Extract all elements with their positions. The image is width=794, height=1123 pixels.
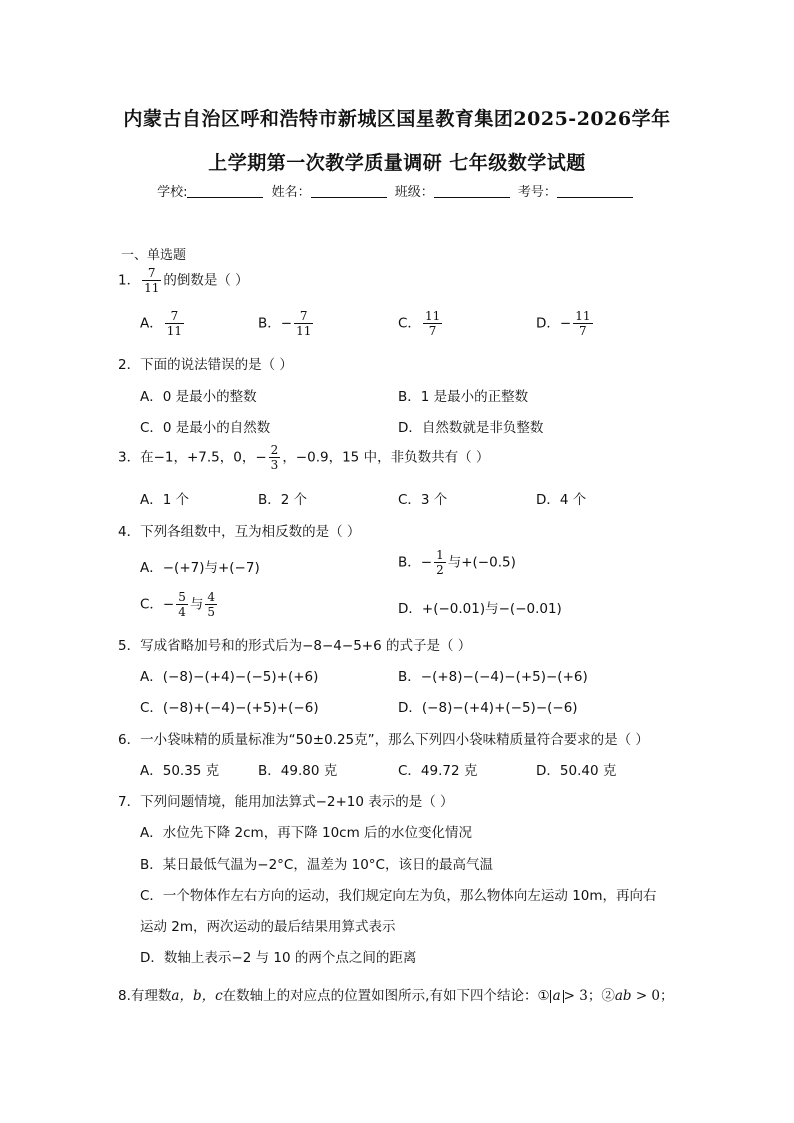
q6-option-a[interactable]: A．50.35 克 bbox=[140, 763, 220, 779]
question-1 bbox=[118, 266, 249, 295]
q1-option-a[interactable]: A． $\frac{7}{11}$ bbox=[140, 309, 183, 338]
question-7: 7．下列问题情境，能用加法算式−2+10 表示的是（ ） bbox=[118, 794, 454, 810]
exam-title-line1: 内蒙古自治区呼和浩特市新城区国星教育集团2025-2026学年 bbox=[123, 108, 671, 130]
question-3: 3．在−1，+7.5，0，− $\frac{2}{3}$ ，−0.9，15 中，非负数共有（ ） bbox=[118, 443, 490, 472]
q4-option-b[interactable]: B．− $\frac{1}{2}$ 与+(−0.5) bbox=[398, 548, 516, 577]
question-2: 2．下面的说法错误的是（ ） bbox=[118, 357, 293, 373]
class-blank bbox=[434, 184, 510, 198]
q1-text: 的倒数是（ ） bbox=[163, 272, 249, 289]
name-blank bbox=[311, 184, 387, 198]
q4-option-c[interactable]: C．− $\frac{5}{4}$ 与 $\frac{4}{5}$ bbox=[140, 590, 216, 619]
q6-option-c[interactable]: C．49.72 克 bbox=[398, 763, 478, 779]
question-6: 6．一小袋味精的质量标准为“50±0.25克”，那么下列四小袋味精质量符合要求的是（ ） bbox=[118, 732, 649, 748]
q3-option-d[interactable]: D．4 个 bbox=[536, 492, 587, 508]
q6-option-d[interactable]: D．50.40 克 bbox=[536, 763, 617, 779]
q7-option-a[interactable]: A．水位先下降 2cm，再下降 10cm 后的水位变化情况 bbox=[140, 825, 473, 841]
q4-option-d[interactable]: D．+(−0.01)与−(−0.01) bbox=[398, 601, 562, 617]
q7-option-d[interactable]: D．数轴上表示−2 与 10 的两个点之间的距离 bbox=[140, 950, 417, 966]
q5-option-c[interactable]: C．(−8)+(−4)−(+5)+(−6) bbox=[140, 700, 319, 716]
q1-option-c[interactable]: C． $\frac{11}{7}$ bbox=[398, 309, 441, 338]
q8-abs-a: a bbox=[550, 990, 564, 1003]
school-label: 学校: bbox=[157, 185, 188, 200]
class-label: 班级： bbox=[394, 185, 434, 200]
q5-option-b[interactable]: B．−(+8)−(−4)−(+5)−(+6) bbox=[398, 669, 588, 685]
q6-option-b[interactable]: B．49.80 克 bbox=[258, 763, 338, 779]
q3-option-a[interactable]: A．1 个 bbox=[140, 492, 190, 508]
exam-title-line2: 上学期第一次教学质量调研 七年级数学试题 bbox=[208, 152, 586, 174]
q7-option-b[interactable]: B．某日最低气温为−2°C，温差为 10°C，该日的最高气温 bbox=[140, 857, 493, 873]
q3-option-b[interactable]: B．2 个 bbox=[258, 492, 308, 508]
q2-option-d[interactable]: D．自然数就是非负整数 bbox=[398, 420, 544, 436]
student-info-line bbox=[0, 181, 794, 200]
q3-option-c[interactable]: C．3 个 bbox=[398, 492, 448, 508]
section-title: 一、单选题 bbox=[121, 248, 187, 263]
question-8: 8.有理数a，b，c在数轴上的对应点的位置如图所示,有如下四个结论：① a > 3；②ab > 0； bbox=[118, 988, 674, 1004]
question-4: 4．下列各组数中，互为相反数的是（ ） bbox=[118, 524, 361, 540]
q2-option-a[interactable]: A．0 是最小的整数 bbox=[140, 389, 257, 405]
q8-variables: a，b，c bbox=[171, 988, 223, 1004]
q1-fraction: $\frac{7}{11}$ bbox=[144, 266, 160, 295]
q5-option-a[interactable]: A．(−8)−(+4)−(−5)+(+6) bbox=[140, 669, 319, 685]
q3-fraction: $\frac{2}{3}$ bbox=[270, 443, 279, 472]
question-5: 5．写成省略加号和的形式后为−8−4−5+6 的式子是（ ） bbox=[118, 638, 472, 654]
q5-option-d[interactable]: D．(−8)−(+4)+(−5)−(−6) bbox=[398, 700, 578, 716]
q7-option-c[interactable]: C．一个物体作左右方向的运动，我们规定向左为负，那么物体向左运动 10m，再向右 bbox=[140, 888, 657, 904]
q1-option-d[interactable]: D．− $\frac{11}{7}$ bbox=[536, 309, 591, 338]
q1-option-b[interactable]: B．− $\frac{7}{11}$ bbox=[258, 309, 312, 338]
school-blank bbox=[187, 184, 263, 198]
q4-option-a[interactable]: A．−(+7)与+(−7) bbox=[140, 560, 260, 576]
id-label: 考号： bbox=[517, 185, 557, 200]
q2-option-c[interactable]: C．0 是最小的自然数 bbox=[140, 420, 271, 436]
q1-number: 1． bbox=[118, 272, 141, 289]
q7-option-c-continued: 运动 2m，两次运动的最后结果用算式表示 bbox=[140, 919, 396, 935]
name-label: 姓名： bbox=[271, 185, 311, 200]
id-blank bbox=[557, 184, 633, 198]
q2-option-b[interactable]: B．1 是最小的正整数 bbox=[398, 389, 529, 405]
